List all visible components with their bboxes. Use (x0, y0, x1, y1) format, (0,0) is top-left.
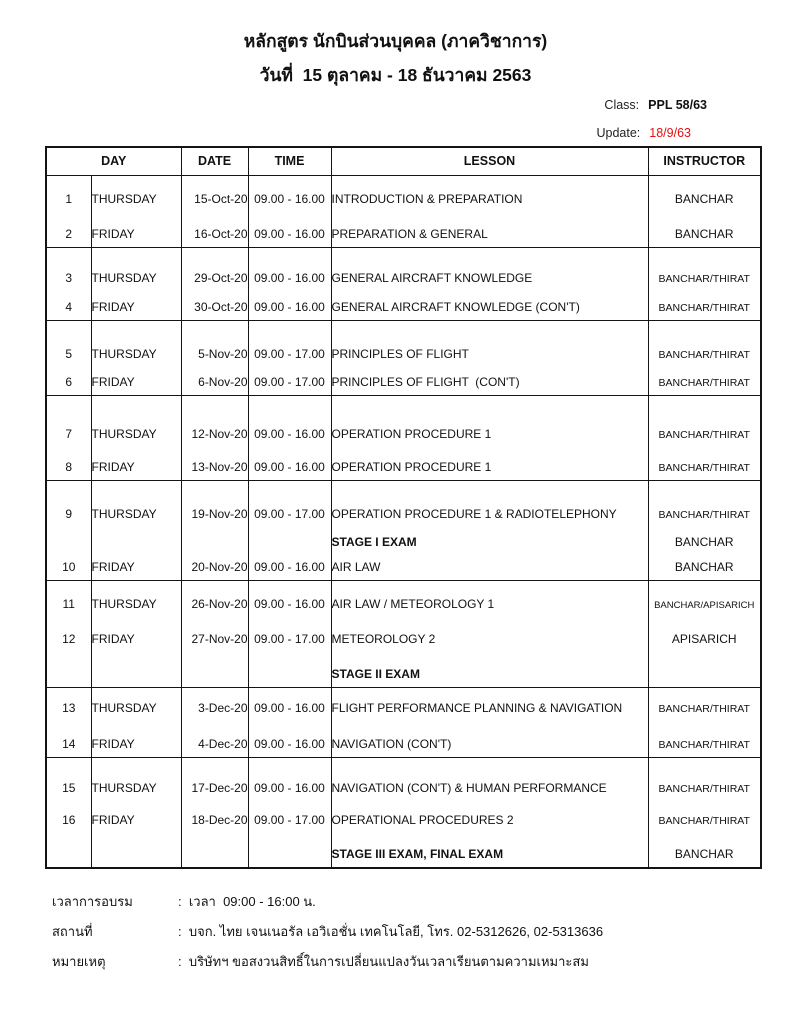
cell-lesson: OPERATION PROCEDURE 1 (331, 395, 648, 447)
cell-day: FRIDAY (91, 721, 181, 757)
cell-lesson: NAVIGATION (CON'T) (331, 721, 648, 757)
cell-no: 1 (46, 175, 91, 212)
cell-instructor (648, 652, 761, 687)
cell-day: THURSDAY (91, 175, 181, 212)
cell-no (46, 652, 91, 687)
cell-lesson: STAGE I EXAM (331, 527, 648, 555)
cell-day: THURSDAY (91, 580, 181, 617)
schedule-block (46, 320, 761, 395)
cell-instructor: BANCHAR/THIRAT (648, 291, 761, 320)
cell-lesson: AIR LAW (331, 555, 648, 580)
cell-time: 09.00 - 16.00 (248, 555, 331, 580)
cell-date: 12-Nov-20 (181, 395, 248, 447)
cell-day (91, 527, 181, 555)
cell-instructor: BANCHAR/THIRAT (648, 757, 761, 801)
cell-instructor: APISARICH (648, 617, 761, 652)
cell-date: 27-Nov-20 (181, 617, 248, 652)
cell-date (181, 527, 248, 555)
schedule-block (46, 175, 761, 247)
footer-text: : บริษัทฯ ขอสงวนสิทธิ์ในการเปลี่ยนแปลงวันเวลาเรียนตามความเหมาะสม (178, 954, 589, 969)
cell-date: 20-Nov-20 (181, 555, 248, 580)
table-row (46, 175, 761, 212)
table-row (46, 580, 761, 617)
cell-lesson: FLIGHT PERFORMANCE PLANNING & NAVIGATION (331, 687, 648, 721)
cell-time: 09.00 - 16.00 (248, 291, 331, 320)
cell-instructor: BANCHAR/THIRAT (648, 320, 761, 367)
update-line (0, 126, 691, 140)
cell-date: 26-Nov-20 (181, 580, 248, 617)
table-row (46, 447, 761, 480)
header-lesson: LESSON (331, 147, 648, 175)
cell-instructor: BANCHAR/THIRAT (648, 721, 761, 757)
cell-no: 11 (46, 580, 91, 617)
class-value: PPL 58/63 (648, 98, 707, 112)
cell-date: 15-Oct-20 (181, 175, 248, 212)
cell-day: THURSDAY (91, 247, 181, 291)
cell-time: 09.00 - 16.00 (248, 247, 331, 291)
cell-instructor: BANCHAR/APISARICH (648, 580, 761, 617)
cell-no: 12 (46, 617, 91, 652)
cell-instructor: BANCHAR/THIRAT (648, 801, 761, 833)
cell-instructor: BANCHAR/THIRAT (648, 447, 761, 480)
table-row (46, 212, 761, 247)
cell-instructor: BANCHAR/THIRAT (648, 247, 761, 291)
cell-day: FRIDAY (91, 617, 181, 652)
cell-date: 16-Oct-20 (181, 212, 248, 247)
cell-day: FRIDAY (91, 447, 181, 480)
cell-time (248, 527, 331, 555)
page-title: หลักสูตร นักบินส่วนบุคคล (ภาควิชาการ) (243, 31, 548, 51)
cell-time: 09.00 - 17.00 (248, 367, 331, 395)
schedule-block (46, 687, 761, 757)
cell-date: 5-Nov-20 (181, 320, 248, 367)
header-date: DATE (181, 147, 248, 175)
header-time: TIME (248, 147, 331, 175)
cell-no: 13 (46, 687, 91, 721)
cell-time (248, 833, 331, 868)
cell-date: 3-Dec-20 (181, 687, 248, 721)
cell-date: 17-Dec-20 (181, 757, 248, 801)
cell-lesson: GENERAL AIRCRAFT KNOWLEDGE (CON'T) (331, 291, 648, 320)
table-row (46, 291, 761, 320)
cell-no: 4 (46, 291, 91, 320)
cell-no: 2 (46, 212, 91, 247)
cell-date: 6-Nov-20 (181, 367, 248, 395)
cell-instructor: BANCHAR/THIRAT (648, 395, 761, 447)
cell-date: 29-Oct-20 (181, 247, 248, 291)
schedule-block (46, 757, 761, 868)
cell-date: 4-Dec-20 (181, 721, 248, 757)
cell-lesson: OPERATION PROCEDURE 1 & RADIOTELEPHONY (331, 480, 648, 527)
update-label: Update: (596, 126, 641, 140)
cell-day: THURSDAY (91, 395, 181, 447)
cell-lesson: STAGE II EXAM (331, 652, 648, 687)
cell-time: 09.00 - 16.00 (248, 447, 331, 480)
cell-instructor: BANCHAR/THIRAT (648, 687, 761, 721)
header-day: DAY (46, 147, 181, 175)
footer-text: : เวลา 09:00 - 16:00 น. (178, 894, 316, 909)
footer-text: : บจก. ไทย เจนเนอรัล เอวิเอชั่น เทคโนโลยี, โทร. 02-5312626, 02-5313636 (178, 924, 604, 939)
cell-no: 9 (46, 480, 91, 527)
cell-no (46, 833, 91, 868)
table-row (46, 480, 761, 527)
header-instructor: INSTRUCTOR (648, 147, 761, 175)
cell-lesson: PRINCIPLES OF FLIGHT (CON'T) (331, 367, 648, 395)
table-row (46, 687, 761, 721)
table-row (46, 367, 761, 395)
cell-no (46, 527, 91, 555)
cell-no: 16 (46, 801, 91, 833)
table-row (46, 395, 761, 447)
cell-time: 09.00 - 16.00 (248, 395, 331, 447)
table-row (46, 555, 761, 580)
footer-label: สถานที่ (52, 924, 93, 939)
cell-lesson: STAGE III EXAM, FINAL EXAM (331, 833, 648, 868)
cell-lesson: OPERATION PROCEDURE 1 (331, 447, 648, 480)
table-row (46, 801, 761, 833)
cell-date: 13-Nov-20 (181, 447, 248, 480)
cell-instructor: BANCHAR (648, 527, 761, 555)
cell-lesson: PRINCIPLES OF FLIGHT (331, 320, 648, 367)
footer-row-remark (52, 951, 752, 971)
cell-time: 09.00 - 17.00 (248, 320, 331, 367)
cell-day: FRIDAY (91, 367, 181, 395)
schedule-block (46, 395, 761, 480)
cell-instructor: BANCHAR/THIRAT (648, 367, 761, 395)
cell-date (181, 833, 248, 868)
cell-day (91, 652, 181, 687)
cell-date: 18-Dec-20 (181, 801, 248, 833)
cell-instructor: BANCHAR (648, 212, 761, 247)
cell-lesson: GENERAL AIRCRAFT KNOWLEDGE (331, 247, 648, 291)
exam-row (46, 652, 761, 687)
footer-label: หมายเหตุ (52, 954, 106, 969)
table-row (46, 247, 761, 291)
cell-date: 30-Oct-20 (181, 291, 248, 320)
table-row (46, 320, 761, 367)
cell-day: FRIDAY (91, 555, 181, 580)
cell-day: THURSDAY (91, 320, 181, 367)
cell-day: FRIDAY (91, 801, 181, 833)
cell-day: THURSDAY (91, 687, 181, 721)
cell-time: 09.00 - 16.00 (248, 212, 331, 247)
cell-lesson: NAVIGATION (CON'T) & HUMAN PERFORMANCE (331, 757, 648, 801)
footer-label: เวลาการอบรม (52, 894, 133, 909)
header-row (46, 147, 761, 175)
cell-time: 09.00 - 17.00 (248, 801, 331, 833)
cell-day: FRIDAY (91, 291, 181, 320)
schedule-block (46, 480, 761, 580)
cell-time: 09.00 - 16.00 (248, 580, 331, 617)
class-label: Class: (604, 98, 640, 112)
class-line (0, 98, 707, 112)
cell-instructor: BANCHAR (648, 833, 761, 868)
cell-day: THURSDAY (91, 480, 181, 527)
cell-no: 10 (46, 555, 91, 580)
update-value: 18/9/63 (649, 126, 691, 140)
exam-row (46, 833, 761, 868)
cell-no: 6 (46, 367, 91, 395)
cell-lesson: METEOROLOGY 2 (331, 617, 648, 652)
footer-row-location (52, 921, 752, 941)
table-row (46, 757, 761, 801)
cell-time (248, 652, 331, 687)
page-subtitle: วันที่ 15 ตุลาคม - 18 ธันวาคม 2563 (259, 65, 532, 85)
cell-instructor: BANCHAR (648, 555, 761, 580)
cell-day (91, 833, 181, 868)
cell-instructor: BANCHAR/THIRAT (648, 480, 761, 527)
cell-lesson: PREPARATION & GENERAL (331, 212, 648, 247)
cell-no: 3 (46, 247, 91, 291)
cell-time: 09.00 - 16.00 (248, 687, 331, 721)
schedule-block (46, 580, 761, 687)
cell-date: 19-Nov-20 (181, 480, 248, 527)
cell-day: THURSDAY (91, 757, 181, 801)
cell-instructor: BANCHAR (648, 175, 761, 212)
cell-time: 09.00 - 16.00 (248, 757, 331, 801)
cell-no: 15 (46, 757, 91, 801)
cell-no: 14 (46, 721, 91, 757)
schedule-header (46, 147, 761, 175)
table-row (46, 721, 761, 757)
cell-lesson: AIR LAW / METEOROLOGY 1 (331, 580, 648, 617)
cell-time: 09.00 - 16.00 (248, 721, 331, 757)
cell-date (181, 652, 248, 687)
table-row (46, 617, 761, 652)
schedule-block (46, 247, 761, 320)
schedule-table (45, 146, 762, 869)
cell-lesson: INTRODUCTION & PREPARATION (331, 175, 648, 212)
cell-time: 09.00 - 16.00 (248, 175, 331, 212)
cell-no: 5 (46, 320, 91, 367)
footer-row-training-time (52, 891, 752, 911)
exam-row (46, 527, 761, 555)
cell-day: FRIDAY (91, 212, 181, 247)
cell-no: 7 (46, 395, 91, 447)
cell-lesson: OPERATIONAL PROCEDURES 2 (331, 801, 648, 833)
cell-time: 09.00 - 17.00 (248, 480, 331, 527)
cell-no: 8 (46, 447, 91, 480)
cell-time: 09.00 - 17.00 (248, 617, 331, 652)
